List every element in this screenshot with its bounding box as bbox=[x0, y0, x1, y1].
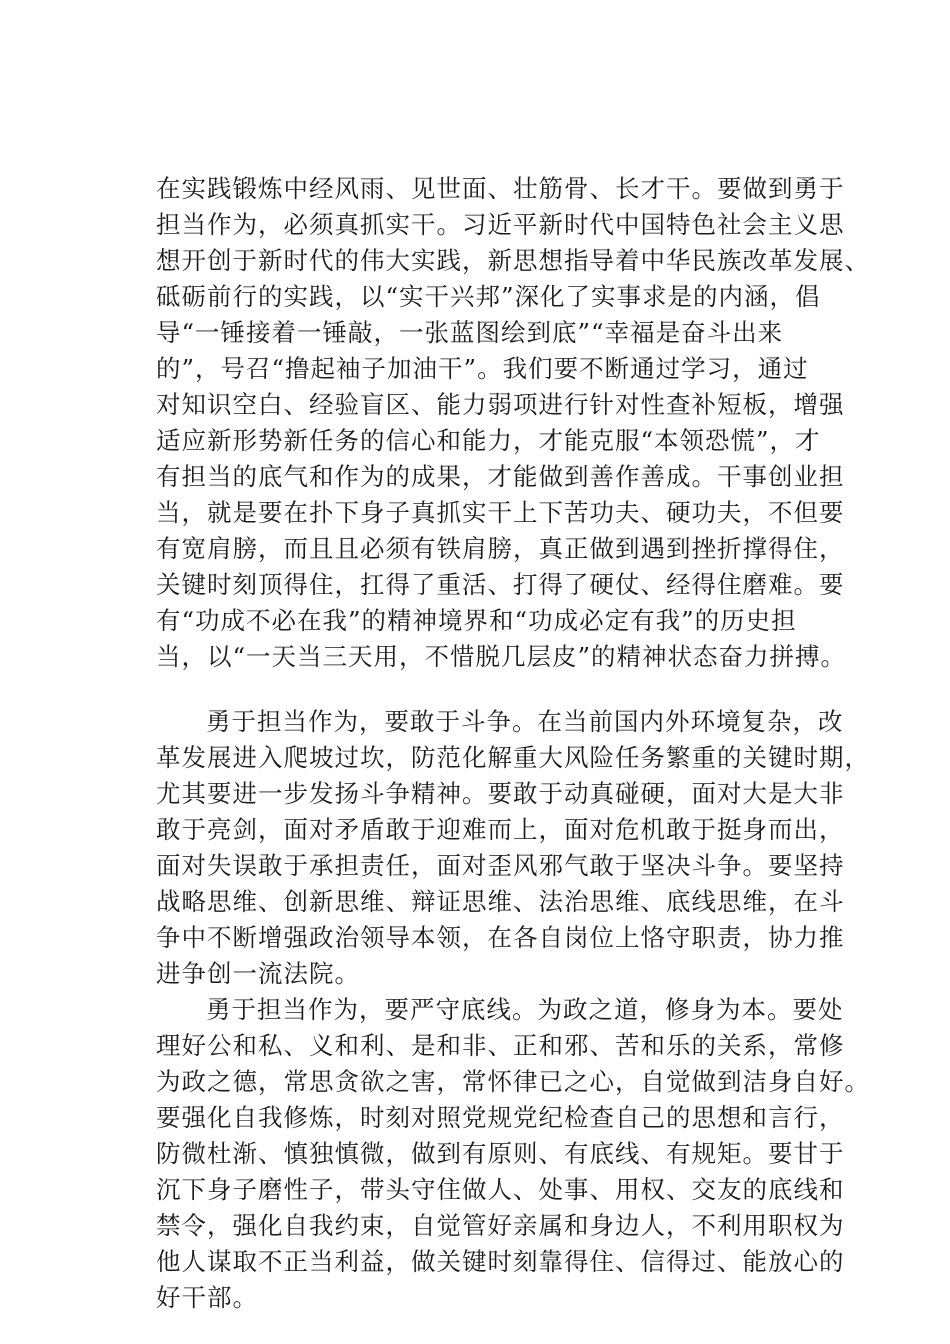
text-line: 防微杜渐、慎独慎微，做到有原则、有底线、有规矩。要甘于 bbox=[156, 1139, 845, 1168]
text-line: 禁令，强化自我约束，自觉管好亲属和身边人，不利用职权为 bbox=[156, 1211, 845, 1240]
text-line: 关键时刻顶得住，扛得了重活、打得了硬仗、经得住磨难。要 bbox=[156, 570, 845, 599]
text-line: 理好公和私、义和利、是和非、正和邪、苦和乐的关系，常修 bbox=[156, 1031, 845, 1060]
text-line: 担当作为，必须真抓实干。习近平新时代中国特色社会主义思 bbox=[156, 210, 845, 239]
text-line: 导“一锤接着一锤敲，一张蓝图绘到底”“幸福是奋斗出来 bbox=[156, 318, 784, 347]
text-line: 尤其要进一步发扬斗争精神。要敢于动真碰硬，面对大是大非 bbox=[156, 779, 845, 808]
text-line: 在实践锻炼中经风雨、见世面、壮筋骨、长才干。要做到勇于 bbox=[156, 174, 845, 203]
text-line: 为政之德，常思贪欲之害，常怀律已之心，自觉做到洁身自好。 bbox=[156, 1067, 870, 1096]
text-line: 好干部。 bbox=[156, 1283, 258, 1312]
text-line: 要强化自我修炼，时刻对照党规党纪检查自己的思想和言行， bbox=[156, 1103, 845, 1132]
text-line: 面对失误敢于承担责任，面对歪风邪气敢于坚决斗争。要坚持 bbox=[156, 851, 845, 880]
text-line: 战略思维、创新思维、辩证思维、法治思维、底线思维，在斗 bbox=[156, 887, 845, 916]
text-line: 进争创一流法院。 bbox=[156, 959, 360, 988]
text-line: 有“功成不必在我”的精神境界和“功成必定有我”的历史担 bbox=[156, 606, 797, 635]
text-line: 想开创于新时代的伟大实践，新思想指导着中华民族改革发展、 bbox=[156, 246, 870, 275]
text-line: 有宽肩膀，而且且必须有铁肩膀，真正做到遇到挫折撑得住， bbox=[156, 534, 845, 563]
text-line: 他人谋取不正当利益，做关键时刻靠得住、信得过、能放心的 bbox=[156, 1247, 845, 1276]
text-line: 当，以“一天当三天用，不惜脱几层皮”的精神状态奋力拼搏。 bbox=[156, 642, 847, 671]
text-line: 砥砺前行的实践，以“实干兴邦”深化了实事求是的内涵，倡 bbox=[156, 282, 821, 311]
text-line: 敢于亮剑，面对矛盾敢于迎难而上，面对危机敢于挺身而出， bbox=[156, 815, 845, 844]
text-line: 适应新形势新任务的信心和能力，才能克服“本领恐慌”，才 bbox=[156, 426, 821, 455]
text-line: 争中不断增强政治领导本领，在各自岗位上恪守职责，协力推 bbox=[156, 923, 845, 952]
text-line: 当，就是要在扑下身子真抓实干上下苦功夫、硬功夫，不但要 bbox=[156, 498, 845, 527]
text-line: 沉下身子磨性子，带头守住做人、处事、用权、交友的底线和 bbox=[156, 1175, 845, 1204]
text-line: 勇于担当作为，要严守底线。为政之道，修身为本。要处 bbox=[206, 995, 844, 1024]
text-line: 对知识空白、经验盲区、能力弱项进行针对性查补短板，增强 bbox=[156, 390, 845, 419]
text-line: 的”，号召“撸起袖子加油干”。我们要不断通过学习，通过 bbox=[156, 354, 809, 383]
text-line: 有担当的底气和作为的成果，才能做到善作善成。干事创业担 bbox=[156, 462, 845, 491]
text-line: 勇于担当作为，要敢于斗争。在当前国内外环境复杂，改 bbox=[206, 707, 844, 736]
text-line: 革发展进入爬坡过坎，防范化解重大风险任务繁重的关键时期， bbox=[156, 743, 870, 772]
